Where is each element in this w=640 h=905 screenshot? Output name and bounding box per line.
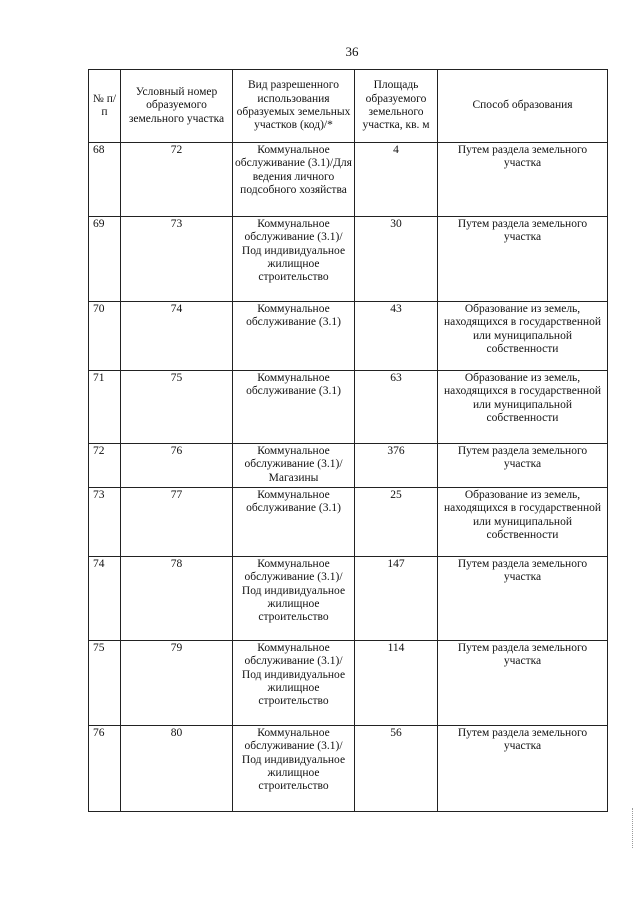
cell-conditional-number: 79 xyxy=(121,641,233,726)
cell-formation-method: Путем раздела земельного участка xyxy=(438,217,608,302)
header-permitted-use: Вид разрешенного использования образуемых земельных участков (код)/* xyxy=(233,70,355,143)
cell-formation-method: Путем раздела земельного участка xyxy=(438,444,608,488)
cell-conditional-number: 76 xyxy=(121,444,233,488)
cell-formation-method: Образование из земель, находящихся в государственной или муниципальной собственности xyxy=(438,371,608,444)
header-row xyxy=(89,70,608,143)
cell-area: 147 xyxy=(355,557,438,641)
header-area: Площадь образуемого земельного участка, кв. м xyxy=(355,70,438,143)
cell-permitted-use: Коммунальное обслуживание (3.1)/Под индивидуальное жилищное строительство xyxy=(233,217,355,302)
table-row xyxy=(89,488,608,557)
header-conditional-number: Условный номер образуемого земельного участка xyxy=(121,70,233,143)
cell-num: 70 xyxy=(89,302,121,371)
cell-conditional-number: 78 xyxy=(121,557,233,641)
cell-conditional-number: 74 xyxy=(121,302,233,371)
table-row xyxy=(89,217,608,302)
cell-permitted-use: Коммунальное обслуживание (3.1) xyxy=(233,302,355,371)
cell-permitted-use: Коммунальное обслуживание (3.1)/Магазины xyxy=(233,444,355,488)
cell-num: 71 xyxy=(89,371,121,444)
cell-formation-method: Путем раздела земельного участка xyxy=(438,557,608,641)
cell-conditional-number: 75 xyxy=(121,371,233,444)
table-header xyxy=(89,70,608,143)
cell-permitted-use: Коммунальное обслуживание (3.1)/Под индивидуальное жилищное строительство xyxy=(233,641,355,726)
cell-num: 68 xyxy=(89,143,121,217)
cell-formation-method: Путем раздела земельного участка xyxy=(438,641,608,726)
cell-num: 76 xyxy=(89,726,121,812)
cell-area: 56 xyxy=(355,726,438,812)
header-num: № п/п xyxy=(89,70,121,143)
cell-area: 376 xyxy=(355,444,438,488)
cell-num: 73 xyxy=(89,488,121,557)
cell-conditional-number: 73 xyxy=(121,217,233,302)
cell-permitted-use: Коммунальное обслуживание (3.1)/Под индивидуальное жилищное строительство xyxy=(233,726,355,812)
cell-area: 114 xyxy=(355,641,438,726)
cell-num: 74 xyxy=(89,557,121,641)
page-number: 36 xyxy=(345,44,359,59)
table-row xyxy=(89,641,608,726)
cell-area: 30 xyxy=(355,217,438,302)
cell-formation-method: Образование из земель, находящихся в государственной или муниципальной собственности xyxy=(438,302,608,371)
cell-permitted-use: Коммунальное обслуживание (3.1)/Для ведения личного подсобного хозяйства xyxy=(233,143,355,217)
table-row xyxy=(89,557,608,641)
cell-formation-method: Образование из земель, находящихся в государственной или муниципальной собственности xyxy=(438,488,608,557)
cell-permitted-use: Коммунальное обслуживание (3.1) xyxy=(233,371,355,444)
cell-formation-method: Путем раздела земельного участка xyxy=(438,143,608,217)
cell-area: 25 xyxy=(355,488,438,557)
header-formation-method: Способ образования xyxy=(438,70,608,143)
table-row xyxy=(89,444,608,488)
cell-conditional-number: 80 xyxy=(121,726,233,812)
cell-permitted-use: Коммунальное обслуживание (3.1)/Под индивидуальное жилищное строительство xyxy=(233,557,355,641)
table-row xyxy=(89,726,608,812)
table-body xyxy=(89,143,608,812)
cell-conditional-number: 72 xyxy=(121,143,233,217)
cell-formation-method: Путем раздела земельного участка xyxy=(438,726,608,812)
table-row xyxy=(89,371,608,444)
cell-area: 63 xyxy=(355,371,438,444)
cell-conditional-number: 77 xyxy=(121,488,233,557)
table-row xyxy=(89,143,608,217)
scan-edge-mark xyxy=(632,808,635,848)
cell-permitted-use: Коммунальное обслуживание (3.1) xyxy=(233,488,355,557)
cell-area: 4 xyxy=(355,143,438,217)
cell-num: 69 xyxy=(89,217,121,302)
cell-num: 75 xyxy=(89,641,121,726)
cell-area: 43 xyxy=(355,302,438,371)
table-row xyxy=(89,302,608,371)
land-parcels-table xyxy=(88,69,608,812)
cell-num: 72 xyxy=(89,444,121,488)
